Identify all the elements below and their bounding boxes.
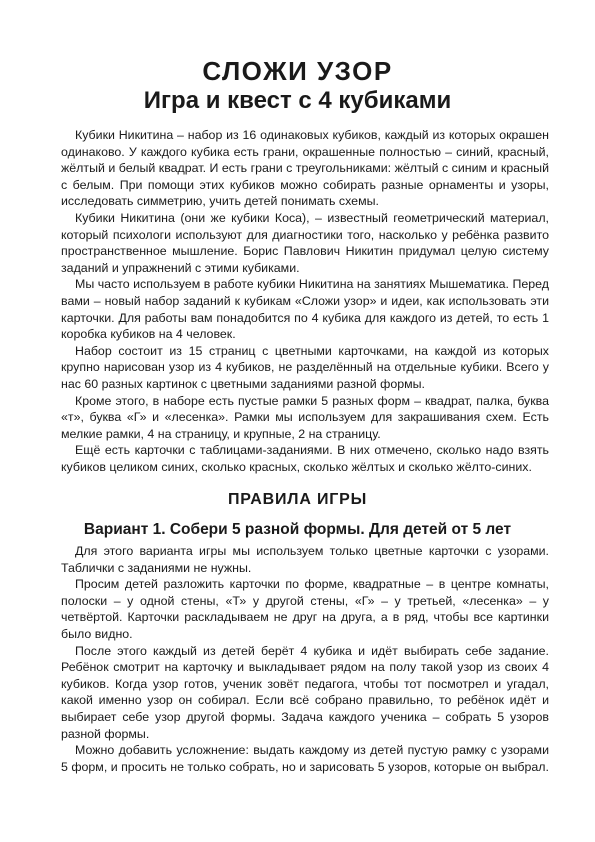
variant-paragraph: Просим детей разложить карточки по форме, квадратные – в центре комнаты, полоски – у одной стены, «Т» у другой стены, «Г» – у третьей, «лесенка» – у четвёртой. Карточки раскладываем не друг на друга, а в ряд, чтобы все картинки было видно.: [61, 577, 549, 641]
intro-paragraph: Кубики Никитина – набор из 16 одинаковых кубиков, каждый из которых окрашен одинаково. У каждого кубика есть грани, окрашенные полностью – синий, красный, жёлтый и белый квадрат. И есть грани с треугольниками: жёлтый с синим и красный с белым. При помощи этих кубиков можно собирать разные орнаменты и узоры, исследовать симметрию, учить детей понимать схемы.: [61, 128, 549, 209]
variant-section: [61, 543, 549, 775]
variant-heading: Вариант 1. Собери 5 разной формы. Для детей от 5 лет: [83, 521, 512, 538]
rules-heading: ПРАВИЛА ИГРЫ: [227, 491, 368, 508]
intro-paragraph: Набор состоит из 15 страниц с цветными карточками, на каждой из которых крупно нарисован узор из 4 кубиков, не разделённый на отдельные кубики. Всего у нас 60 разных картинок с цветными заданиями разной формы.: [61, 343, 549, 391]
variant-paragraph: Для этого варианта игры мы используем только цветные карточки с узорами. Таблички с заданиями не нужны.: [61, 544, 549, 575]
intro-paragraph: Кубики Никитина (они же кубики Коса), – известный геометрический материал, который психологи используют для диагностики того, насколько у ребёнка развито пространственное мышление. Борис Павлович Никитин придумал целую систему заданий и упражнений с этими кубиками.: [61, 210, 549, 275]
page-subtitle: Игра и квест с 4 кубиками: [143, 87, 452, 114]
variant-paragraph: После этого каждый из детей берёт 4 кубика и идёт выбирать себе задание. Ребёнок смотрит на карточку и выкладывает рядом на полу такой узор из своих 4 кубиков. Когда узор готов, ученик зовёт педагога, чтобы тот посмотрел и угадал, какой именно узор он собирал. Если всё собрано правильно, то ребёнок идёт и выбирает себе узор другой формы. Задача каждого ученика – собрать 5 узоров разной формы.: [61, 643, 549, 741]
intro-paragraph: Мы часто используем в работе кубики Никитина на занятиях Мышематика. Перед вами – новый набор заданий к кубикам «Сложи узор» и идеи, как использовать эти карточки. Для работы вам понадобится по 4 кубика для каждого из детей, то есть 1 коробка кубиков на 4 человек.: [61, 277, 549, 342]
variant-paragraph: Можно добавить усложнение: выдать каждому из детей пустую рамку с узорами 5 форм, и просить не только собрать, но и зарисовать 5 узоров, которые он выбрал.: [61, 743, 549, 774]
intro-paragraph: Кроме этого, в наборе есть пустые рамки 5 разных форм – квадрат, палка, буква «т», буква «Г» и «лесенка». Рамки мы используем для закрашивания схем. Есть мелкие рамки, 4 на страницу, и крупные, 2 на страницу.: [61, 393, 549, 441]
intro-section: [61, 127, 549, 475]
page-title: СЛОЖИ УЗОР: [202, 56, 393, 86]
intro-paragraph: Ещё есть карточки с таблицами-заданиями. В них отмечено, сколько надо взять кубиков целиком синих, сколько красных, сколько жёлтых и сколько жёлто-синих.: [61, 443, 549, 474]
